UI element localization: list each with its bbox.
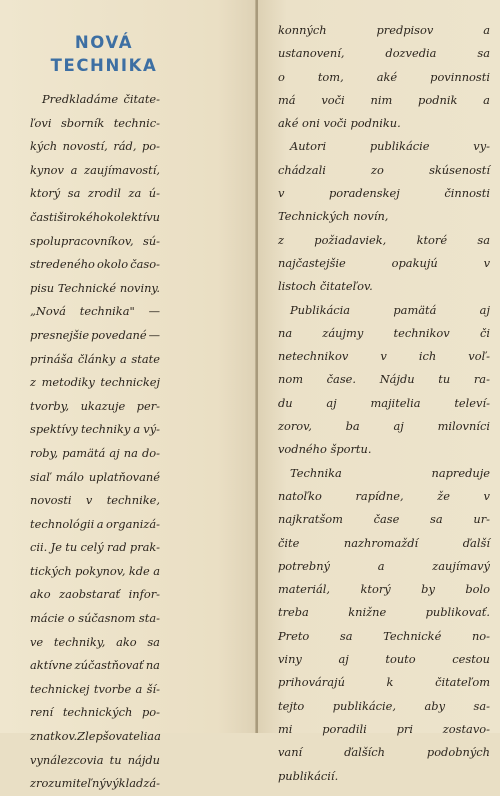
right-column-line: Technika napreduje <box>290 465 490 480</box>
left-column-line: ľovi sborník technic- <box>30 115 160 130</box>
left-column-line: znatkov. Zlepšovatelia a <box>30 729 161 744</box>
right-column-line: treba knižne publikovať. <box>278 605 490 620</box>
right-column-line: má voči nim podnik a <box>278 92 490 107</box>
right-column-line: tejto publikácie, aby sa- <box>278 698 490 713</box>
left-column-line: mácie o súčasnom sta- <box>30 611 160 626</box>
right-column-line: listoch čitateľov. <box>278 279 373 294</box>
left-column-line: ve techniky, ako sa <box>30 634 160 649</box>
right-column-line: zorov, ba aj milovníci <box>278 419 490 434</box>
right-column-line: čite nazhromaždí ďalší <box>278 535 490 550</box>
right-column-line: publikácií. <box>278 768 339 783</box>
left-column-line: ktorý sa zrodil za ú- <box>30 186 160 201</box>
left-column-line: z metodiky technickej <box>30 375 160 390</box>
right-column-line: ustanovení, dozvedia sa <box>278 46 490 61</box>
left-column-line: technológii a organizá- <box>30 516 160 531</box>
left-column-line: novosti v technike, <box>30 493 160 508</box>
left-column-line: stredeného okolo časo- <box>30 257 160 272</box>
right-column-line: konných predpisov a <box>278 23 490 37</box>
left-column-line: zrozumiteľný výklad zá- <box>30 776 160 791</box>
left-column-line: kých novostí, rád, po- <box>30 139 160 154</box>
right-column-line: chádzali zo skúseností <box>278 162 490 177</box>
right-column-line: Preto sa Technické no- <box>278 628 490 643</box>
right-column-line: viny aj touto cestou <box>278 652 490 667</box>
right-column-line: Technických novín, <box>278 209 389 224</box>
page-title <box>30 31 178 77</box>
left-column-line: časti širokého kolektívu <box>30 209 160 224</box>
right-column-line: najčastejšie opakujú v <box>278 255 490 270</box>
left-column-line: kynov a zaujímavostí, <box>30 162 160 177</box>
right-column-line: Autori publikácie vy- <box>290 139 490 154</box>
left-column-line: spolupracovníkov, sú- <box>30 233 160 248</box>
right-column-line: z požiadaviek, ktoré sa <box>278 232 490 247</box>
right-text-column <box>278 19 490 788</box>
left-column-line: spektívy techniky a vý- <box>30 422 160 437</box>
left-column-line: cii. Je tu celý rad prak- <box>30 540 160 555</box>
right-column-line: v poradenskej činnosti <box>278 186 490 201</box>
left-text-column <box>30 88 160 796</box>
left-column-line: Predkladáme čitate- <box>42 92 160 106</box>
left-column-line: aktívne zúčastňovať na <box>30 658 160 673</box>
left-column-line: prináša články a state <box>30 351 160 366</box>
right-column-line: aké oni voči podniku. <box>278 116 401 131</box>
right-column-line: natoľko rapídne, že v <box>278 488 490 503</box>
right-column-line: o tom, aké povinnosti <box>278 69 490 84</box>
right-column-line: vaní ďalších podobných <box>278 745 490 760</box>
right-column-line: prihovárajú k čitateľom <box>278 675 490 690</box>
right-column-line: netechnikov v ich voľ- <box>278 349 490 364</box>
left-column-line: rení technických po- <box>30 705 160 720</box>
left-column-line: roby, pamätá aj na do- <box>30 445 160 460</box>
left-column-line: pisu Technické noviny. <box>30 280 160 295</box>
right-column-line: Publikácia pamätá aj <box>290 302 490 317</box>
left-column-line: siaľ málo uplatňované <box>30 469 160 484</box>
right-column-line: du aj majitelia televí- <box>278 395 490 410</box>
left-column-line: vynálezcovia tu nájdu <box>30 752 160 767</box>
left-column-line: „Nová technika" — <box>30 304 160 319</box>
right-column-line: materiál, ktorý by bolo <box>278 582 490 597</box>
right-column-line: potrebný a zaujímavý <box>278 558 490 573</box>
left-column-line: tických pokynov, kde a <box>30 563 160 578</box>
right-column-line: mi poradili pri zostavo- <box>278 721 490 736</box>
left-column-line: presnejšie povedané — <box>30 327 160 342</box>
right-column-line: na záujmy technikov či <box>278 325 490 340</box>
right-column-line: nom čase. Nájdu tu ra- <box>278 372 490 387</box>
title-line-1: NOVÁ <box>74 33 134 52</box>
left-column-line: ako zaobstarať infor- <box>30 587 160 602</box>
right-column-line: vodného športu. <box>278 442 372 457</box>
title-line-2: TECHNIKA <box>50 56 158 75</box>
left-column-line: technickej tvorbe a ší- <box>30 681 160 696</box>
right-column-line: najkratšom čase sa ur- <box>278 512 490 527</box>
left-column-line: tvorby, ukazuje per- <box>30 398 160 413</box>
